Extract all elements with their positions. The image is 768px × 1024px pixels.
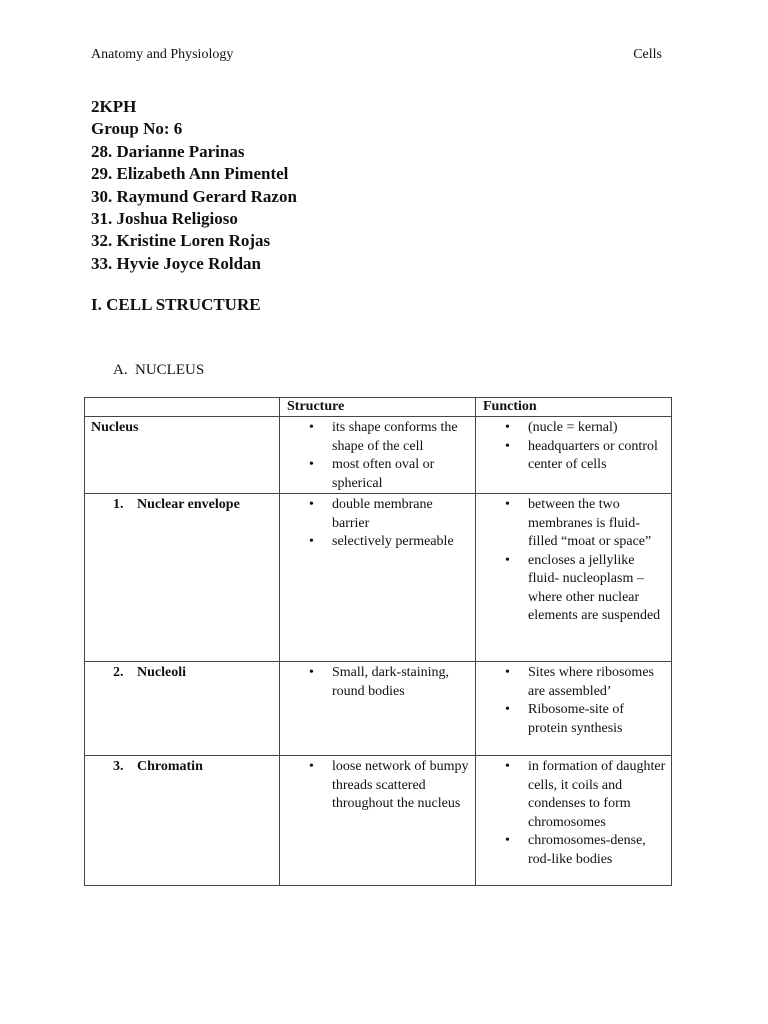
table-header-blank <box>85 398 280 417</box>
section-title: I. CELL STRUCTURE <box>91 295 261 314</box>
header-subject: Anatomy and Physiology <box>91 47 234 62</box>
table-row <box>85 494 672 662</box>
structure-item: • selectively permeable <box>280 533 475 552</box>
member-name: 29. Elizabeth Ann Pimentel <box>91 164 289 184</box>
function-item: • headquarters or control center of cells <box>476 438 671 475</box>
structure-item: • its shape conforms the shape of the cell <box>280 419 475 456</box>
function-item: • Sites where ribosomes are assembled’ <box>476 664 671 701</box>
member-name: 31. Joshua Religioso <box>91 209 238 229</box>
table-row <box>85 662 672 756</box>
header-topic: Cells <box>633 47 662 62</box>
member-name: 28. Darianne Parinas <box>91 141 245 161</box>
group-info <box>91 96 297 275</box>
function-item: • encloses a jellylike fluid- nucleoplasm – where other nuclear elements are suspended <box>476 552 671 626</box>
structure-item: • double membrane barrier <box>280 496 475 533</box>
row-number: 1. <box>113 497 124 512</box>
subsection-label: A. <box>113 362 128 378</box>
group-number: Group No: 6 <box>91 119 183 139</box>
structure-cell <box>280 662 476 756</box>
structure-item: • most often oval or spherical <box>280 456 475 493</box>
member-name: 30. Raymund Gerard Razon <box>91 186 297 206</box>
row-label-text: Nuclear envelope <box>137 497 240 512</box>
subsection-heading <box>113 362 204 379</box>
function-cell <box>476 417 672 494</box>
row-label <box>85 756 280 886</box>
table-header-structure: Structure <box>280 398 476 417</box>
function-cell <box>476 494 672 662</box>
table-header-function: Function <box>476 398 672 417</box>
row-label <box>85 494 280 662</box>
structure-cell <box>280 417 476 494</box>
function-item: • chromosomes-dense, rod-like bodies <box>476 832 671 869</box>
nucleus-table <box>84 397 672 886</box>
function-item: • in formation of daughter cells, it coils and condenses to form chromosomes <box>476 758 671 832</box>
table-row <box>85 756 672 886</box>
function-item: • Ribosome-site of protein synthesis <box>476 701 671 738</box>
function-cell <box>476 662 672 756</box>
row-number: 2. <box>113 665 124 680</box>
function-item: • between the two membranes is fluid-filled “moat or space” <box>476 496 671 552</box>
row-label <box>85 662 280 756</box>
member-name: 33. Hyvie Joyce Roldan <box>91 253 261 273</box>
structure-item: • loose network of bumpy threads scattered throughout the nucleus <box>280 758 475 814</box>
table-header-row <box>85 398 672 417</box>
table-row <box>85 417 672 494</box>
row-label-text: Chromatin <box>137 759 203 774</box>
row-label <box>85 417 280 494</box>
member-name: 32. Kristine Loren Rojas <box>91 231 271 251</box>
structure-cell <box>280 756 476 886</box>
function-cell <box>476 756 672 886</box>
structure-cell <box>280 494 476 662</box>
row-label-text: Nucleoli <box>137 665 186 680</box>
function-item: • (nucle = kernal) <box>476 419 671 438</box>
section-code: 2KPH <box>91 97 137 116</box>
row-number: 3. <box>113 759 124 774</box>
subsection-title: NUCLEUS <box>135 362 205 378</box>
structure-item: • Small, dark-staining, round bodies <box>280 664 475 701</box>
row-label-text: Nucleus <box>91 420 139 435</box>
